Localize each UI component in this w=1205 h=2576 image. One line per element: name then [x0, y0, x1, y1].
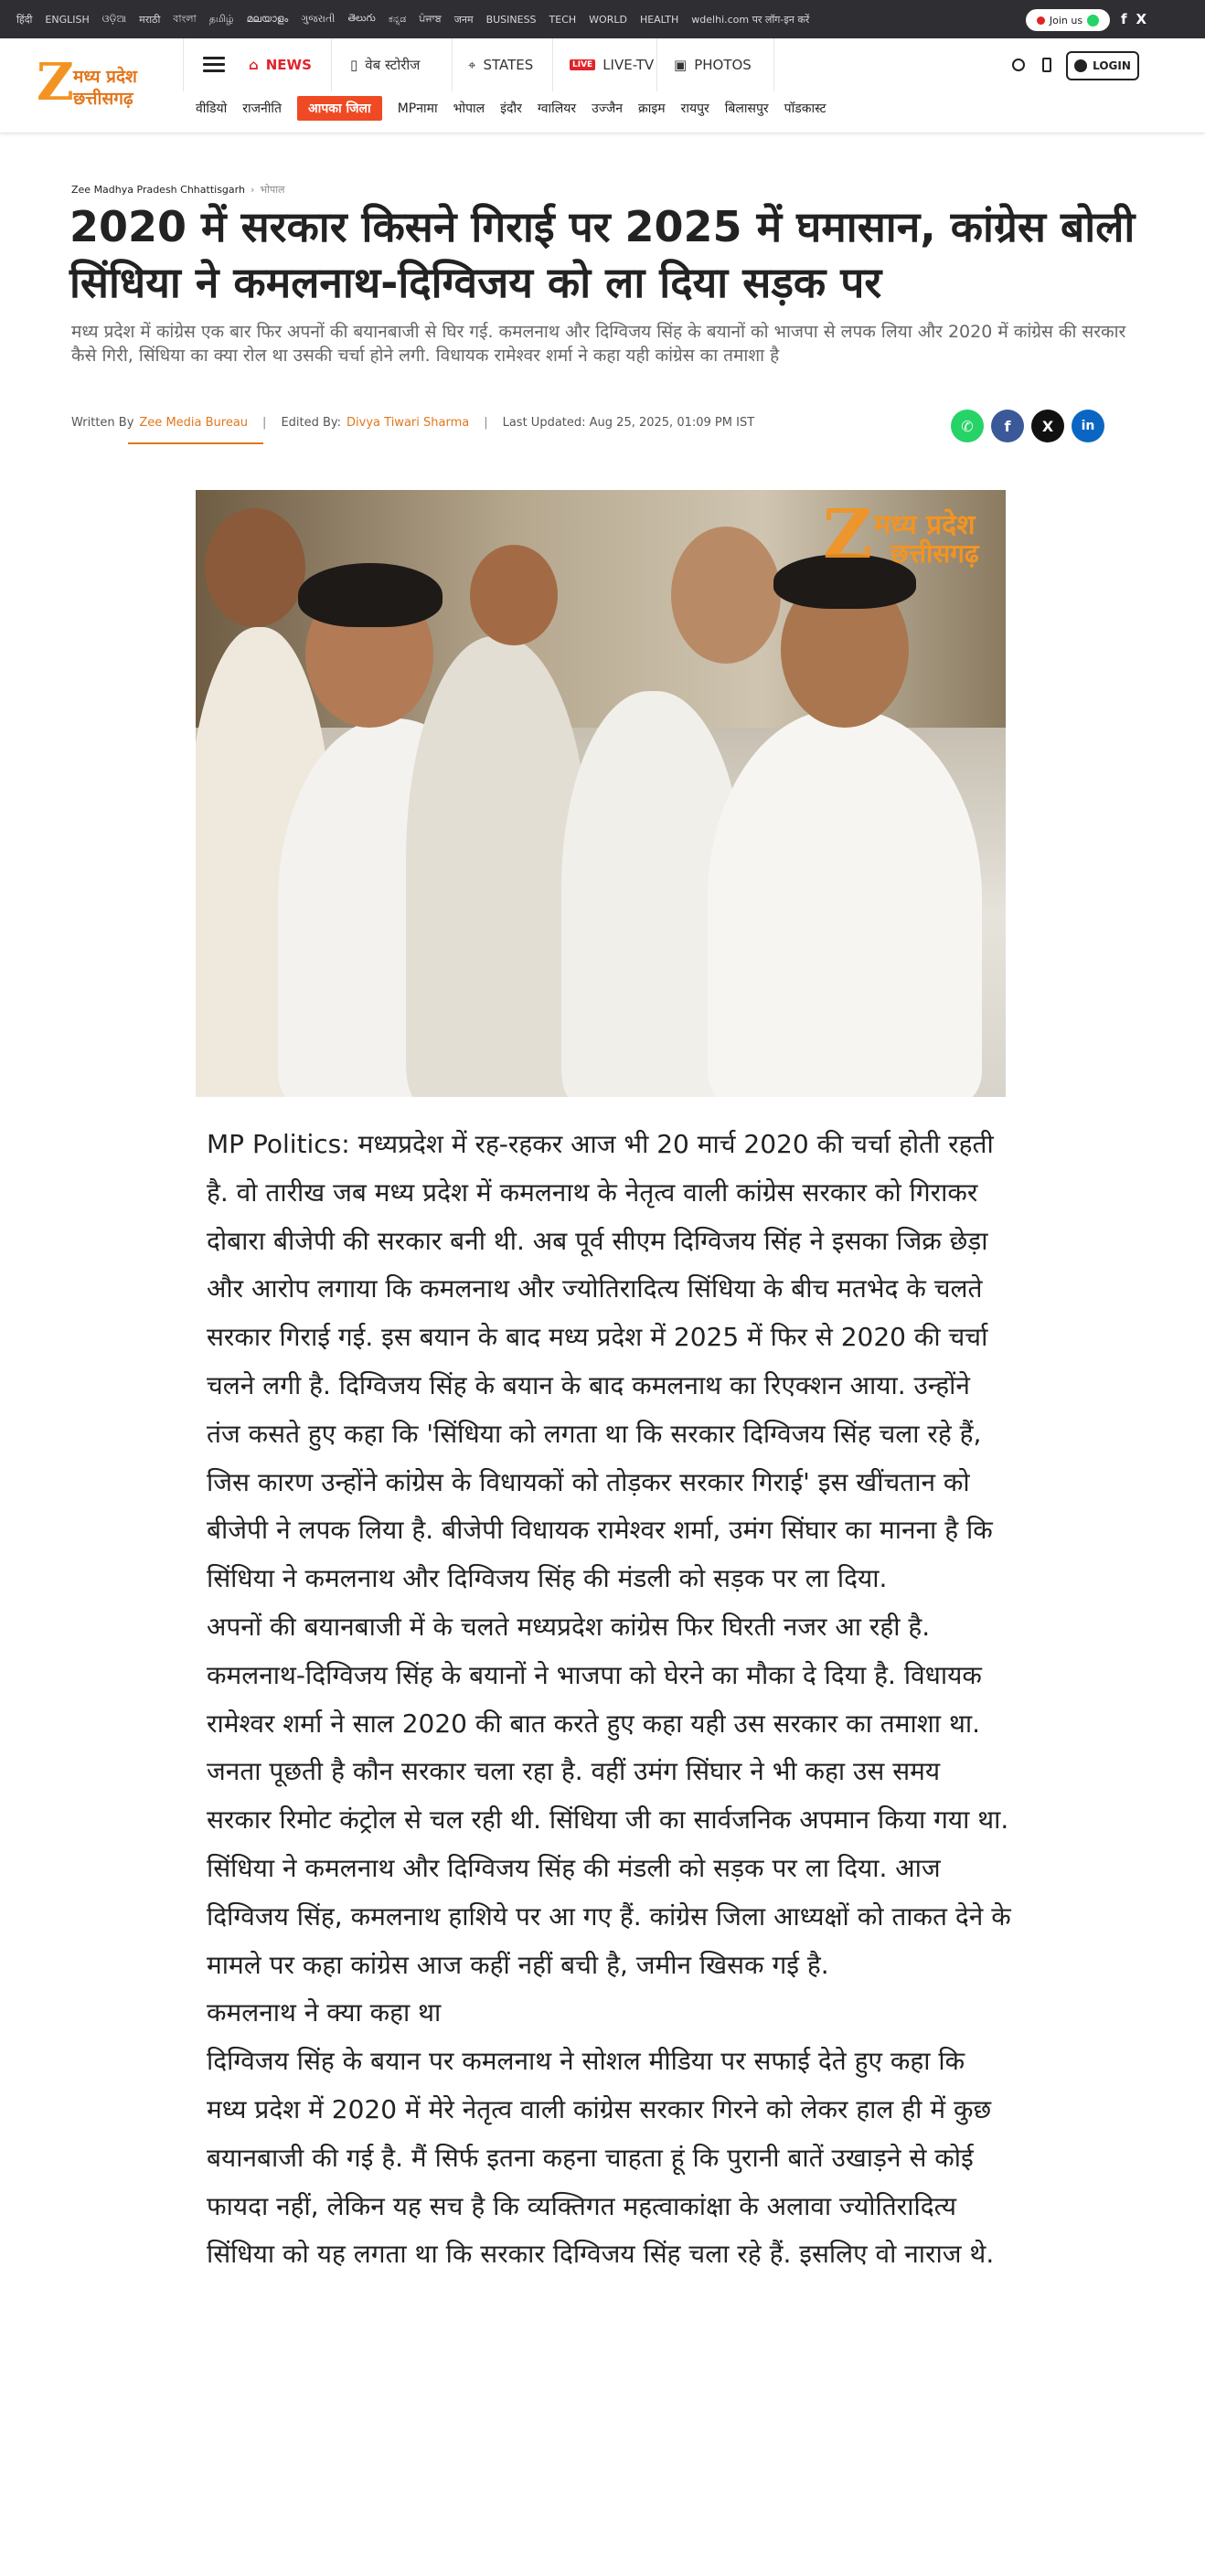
- nav-states[interactable]: [468, 38, 533, 91]
- search-icon[interactable]: [1012, 38, 1025, 91]
- subnav-item[interactable]: पॉडकास्ट: [784, 101, 826, 116]
- divider: [773, 38, 774, 91]
- lang-link[interactable]: ଓଡ଼ିଆ: [101, 13, 127, 25]
- top-social-icons: [1121, 0, 1146, 38]
- join-us-button[interactable]: [1026, 9, 1110, 31]
- divider: [452, 38, 453, 91]
- record-dot-icon: [1037, 16, 1045, 25]
- share-x-icon[interactable]: X: [1031, 410, 1064, 442]
- language-links: [16, 0, 809, 38]
- web-stories-icon: ▯: [350, 57, 358, 73]
- nav-photos-label: PHOTOS: [694, 57, 752, 73]
- person-figure: [708, 709, 982, 1097]
- subnav-item-highlight[interactable]: आपका जिला: [297, 96, 382, 121]
- subnav-item[interactable]: वीडियो: [196, 101, 228, 116]
- share-facebook-icon[interactable]: f: [991, 410, 1024, 442]
- logo-line-1: मध्य प्रदेश: [73, 67, 137, 87]
- home-icon: ⌂: [249, 57, 259, 73]
- author-link[interactable]: Zee Media Bureau: [139, 415, 249, 430]
- article-subheading: कमलनाथ ने क्या कहा था: [207, 1997, 442, 2028]
- lang-link[interactable]: ਪੰਜਾਬ: [419, 13, 442, 25]
- lang-link[interactable]: WORLD: [589, 13, 627, 26]
- x-icon[interactable]: X: [1136, 11, 1147, 27]
- divider: [552, 38, 553, 91]
- user-icon: [1074, 59, 1087, 72]
- facebook-icon[interactable]: f: [1121, 11, 1127, 27]
- watermark-line-1: मध्य प्रदेश: [874, 509, 976, 541]
- subnav-item[interactable]: ग्वालियर: [537, 101, 577, 116]
- article-summary: मध्य प्रदेश में कांग्रेस एक बार फिर अपनों की बयानबाजी से घिर गई. कमलनाथ और दिग्विजय सिंह के बयानों को भाजपा से लपक लिया और 2020 में कांग्रेस की सरकार कैसे गिरी, सिंधिया का क्या रोल था उसकी चर्चा होने लगी. विधायक रामेश्वर शर्मा ने कहा यही कांग्रेस का तमाशा है: [71, 322, 1126, 366]
- subnav-item[interactable]: उज्जैन: [592, 101, 623, 116]
- nav-states-label: STATES: [483, 57, 534, 73]
- article-byline: [71, 410, 754, 435]
- subnav-item[interactable]: भोपाल: [453, 101, 485, 116]
- lang-link[interactable]: ಕನ್ನಡ: [388, 13, 407, 25]
- login-label: LOGIN: [1093, 59, 1131, 72]
- lang-link[interactable]: BUSINESS: [485, 13, 537, 26]
- watermark-z: Z: [823, 495, 873, 574]
- lang-link[interactable]: বাংলা: [173, 12, 197, 25]
- divider: [656, 38, 657, 91]
- lang-link[interactable]: മലയാളം: [246, 13, 289, 25]
- share-linkedin-icon[interactable]: in: [1072, 410, 1104, 442]
- logo-line-2: छत्तीसगढ़: [73, 89, 133, 109]
- nav-webstories[interactable]: [350, 38, 420, 91]
- subnav-item[interactable]: MPनामा: [397, 101, 438, 116]
- byline-separator: |: [262, 415, 267, 430]
- editor-link[interactable]: Divya Tiwari Sharma: [347, 415, 470, 430]
- nav-live-tv[interactable]: [570, 38, 654, 91]
- breadcrumb-current[interactable]: भोपाल: [260, 184, 285, 196]
- edited-by-label: Edited By:: [281, 415, 342, 430]
- mobile-icon[interactable]: [1042, 38, 1051, 91]
- subnav-item[interactable]: बिलासपुर: [724, 101, 769, 116]
- photo-icon: ▣: [674, 57, 688, 73]
- article-body: [207, 1121, 1011, 2279]
- logo-z: Z: [37, 52, 74, 112]
- site-logo[interactable]: [37, 52, 165, 112]
- person-hair: [298, 563, 443, 627]
- lang-link[interactable]: తెలుగు: [347, 12, 376, 24]
- divider: [331, 38, 332, 91]
- article-headline: 2020 में सरकार किसने गिराई पर 2025 में घमासान, कांग्रेस बोली सिंधिया ने कमलनाथ-दिग्विजय को ला दिया सड़क पर: [69, 202, 1136, 307]
- subnav-item[interactable]: रायपुर: [680, 101, 709, 116]
- menu-icon[interactable]: [203, 57, 225, 73]
- site-header: [0, 38, 1205, 133]
- location-pin-icon: ⌖: [468, 57, 476, 73]
- whatsapp-icon: [1087, 15, 1099, 27]
- share-whatsapp-icon[interactable]: ✆: [951, 410, 984, 442]
- language-bar: [0, 0, 1205, 38]
- join-us-label: Join us: [1049, 14, 1083, 27]
- lang-link[interactable]: जनम: [453, 13, 474, 26]
- person-head: [671, 527, 781, 664]
- nav-live-label: LIVE-TV: [602, 57, 655, 73]
- article-paragraph: दिग्विजय सिंह के बयान पर कमलनाथ ने सोशल मीडिया पर सफाई देते हुए कहा कि मध्य प्रदेश में 2020 में मेरे नेतृत्व वाली कांग्रेस सरकार गिरने को लेकर हाल ही में कुछ बयानबाजी की गई है. मैं सिर्फ इतना कहना चाहता हूं कि पुरानी बातें उखाड़ने से कोई फायदा नहीं, लेकिन यह सच है कि व्यक्तिगत महत्वाकांक्षा के अलावा ज्योतिरादित्य सिंधिया को यह लगता था कि सरकार दिग्विजय सिंह चला रहे हैं. इसलिए वो नाराज थे.: [207, 2046, 995, 2270]
- byline-separator: |: [484, 415, 488, 430]
- login-button[interactable]: [1066, 51, 1139, 80]
- nav-news[interactable]: [249, 38, 312, 91]
- lang-link[interactable]: ENGLISH: [45, 13, 90, 26]
- article-paragraph: अपनों की बयानबाजी में के चलते मध्यप्रदेश कांग्रेस फिर घिरती नजर आ रही है. कमलनाथ-दिग्विजय सिंह के बयानों ने भाजपा को घेरने का मौका दे दिया है. विधायक रामेश्वर शर्मा ने साल 2020 की बात करते हुए कहा यही उस सरकार का तमाशा था. जनता पूछती है कौन सरकार चला रहा है. वहीं उमंग सिंघार ने भी कहा उस समय सरकार रिमोट कंट्रोल से चल रही थी. सिंधिया जी का सार्वजनिक अपमान किया गया था. सिंधिया ने कमलनाथ और दिग्विजय सिंह की मंडली को सड़क पर ला दिया. आज दिग्विजय सिंह, कमलनाथ हाशिये पर आ गए हैं. कांग्रेस जिला आध्यक्षों को ताकत देने के मामले पर कहा कांग्रेस आज कहीं नहीं बची है, जमीन खिसक गई है.: [207, 1611, 1011, 1980]
- breadcrumb: [71, 183, 285, 197]
- lang-link[interactable]: मराठी: [139, 13, 161, 26]
- lang-link[interactable]: TECH: [549, 13, 577, 26]
- person-head: [205, 508, 305, 627]
- last-updated: Last Updated: Aug 25, 2025, 01:09 PM IST: [502, 415, 755, 430]
- article-paragraph: MP Politics: मध्यप्रदेश में रह-रहकर आज भी 20 मार्च 2020 की चर्चा होती रहती है. वो तारीख जब मध्य प्रदेश में कमलनाथ के नेतृत्व वाली कांग्रेस सरकार को गिराकर दोबारा बीजेपी की सरकार बनी थी. अब पूर्व सीएम दिग्विजय सिंह ने इसका जिक्र छेड़ा और आरोप लगाया कि कमलनाथ और ज्योतिरादित्य सिंधिया के बीच मतभेद के चलते सरकार गिराई गई. इस बयान के बाद मध्य प्रदेश में 2025 में फिर से 2020 की चर्चा चलने लगी है. दिग्विजय सिंह के बयान के बाद कमलनाथ का रिएक्शन आया. उन्होंने तंज कसते हुए कहा कि 'सिंधिया को लगता था कि सरकार दिग्विजय सिंह चला रहे हैं, जिस कारण उन्होंने कांग्रेस के विधायकों को तोड़कर सरकार गिराई' इस खींचतान को बीजेपी ने लपक लिया है. बीजेपी विधायक रामेश्वर शर्मा, उमंग सिंघार का मानना है कि सिंधिया ने कमलनाथ और दिग्विजय सिंह की मंडली को सड़क पर ला दिया.: [207, 1129, 994, 1594]
- written-by-label: Written By: [71, 415, 134, 430]
- watermark-line-2: छत्तीसगढ़: [890, 538, 979, 569]
- author-underline: [128, 442, 263, 444]
- lang-link[interactable]: ગુજરાતી: [301, 13, 336, 25]
- nav-news-label: NEWS: [265, 57, 312, 73]
- nav-photos[interactable]: [674, 38, 752, 91]
- lang-link[interactable]: HEALTH: [639, 13, 679, 26]
- breadcrumb-chevron-icon: ›: [250, 184, 255, 196]
- article-hero-image: [196, 490, 1006, 1097]
- divider: [183, 38, 184, 91]
- lang-link[interactable]: हिंदी: [16, 13, 33, 26]
- person-head: [470, 545, 558, 645]
- subnav-item[interactable]: राजनीति: [242, 101, 283, 116]
- delhi-login-link[interactable]: wdelhi.com पर लॉग-इन करें: [691, 13, 810, 26]
- nav-webstories-label: वेब स्टोरीज: [365, 57, 421, 73]
- lang-link[interactable]: தமிழ்: [208, 12, 234, 25]
- subnav-item[interactable]: इंदौर: [500, 101, 522, 116]
- sub-navigation: [196, 93, 826, 122]
- subnav-item[interactable]: क्राइम: [637, 101, 666, 116]
- live-badge: LIVE: [570, 59, 595, 70]
- breadcrumb-section[interactable]: Zee Madhya Pradesh Chhattisgarh: [71, 184, 245, 196]
